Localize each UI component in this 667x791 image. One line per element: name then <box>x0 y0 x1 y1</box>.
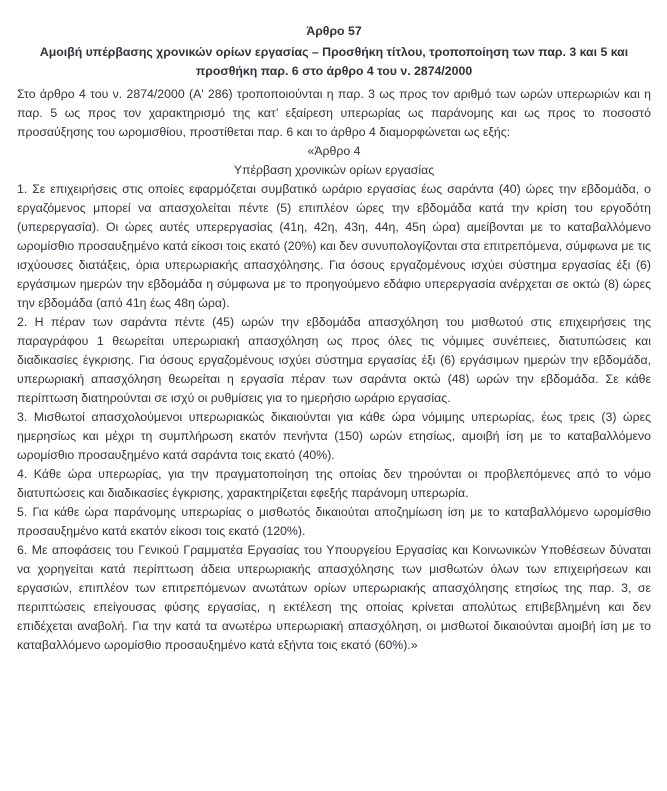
paragraph-5: 5. Για κάθε ώρα παράνομης υπερωρίας ο μισθωτός δικαιούται αποζημίωση ίση με το καταβαλλόμενο ωρομίσθιο προσαυξημένο κατά εκατόν είκοσι τοις εκατό (120%). <box>17 505 651 538</box>
article-number-heading: Άρθρο 57 <box>306 24 362 38</box>
paragraph-4: 4. Κάθε ώρα υπερωρίας, για την πραγματοποίηση της οποίας δεν τηρούνται οι προβλεπόμενες από το νόμο διατυπώσεις και διαδικασίες έγκρισης, χαρακτηρίζεται εφεξής παράνομη υπερωρία. <box>17 467 651 500</box>
paragraph-6: 6. Με αποφάσεις του Γενικού Γραμματέα Εργασίας του Υπουργείου Εργασίας και Κοινωνικών Υποθέσεων δύναται να χορηγείται κατά περίπτωση άδεια υπερωριακής απασχόλησης των μισθωτών όλων των επιχειρήσεων και εργασιών, επιπλέον των επιτρεπόμενων ανωτάτων ορίων υπερωριακής απασχόλησης ετησίως της παρ. 3, σε περιπτώσεις επείγουσας φύσης εργασίας, η εκτέλεση της οποίας κρίνεται απολύτως επιβεβλημένη και δεν επιδέχεται αναβολή. Για την κατά τα ανωτέρω υπερωριακή απασχόληση, οι μισθωτοί δικαιούνται αμοιβή ίση με το καταβαλλόμενο ωρομίσθιο προσαυξημένο κατά εξήντα τοις εκατό (60%).» <box>17 543 651 652</box>
article-title-heading: Αμοιβή υπέρβασης χρονικών ορίων εργασίας – Προσθήκη τίτλου, τροποποίηση των παρ. 3 και 5 και προσθήκη παρ. 6 στο άρθρο 4 του ν. 2874/2000 <box>39 45 629 78</box>
paragraph-3: 3. Μισθωτοί απασχολούμενοι υπερωριακώς δικαιούνται για κάθε ώρα νόμιμης υπερωρίας, έως τρεις (3) ώρες ημερησίως και μέχρι τη συμπλήρωση εκατόν πενήντα (150) ωρών ετησίως, αμοιβή ίση με το καταβαλλόμενο ωρομίσθιο προσαυξημένο κατά σαράντα τοις εκατό (40%). <box>17 410 651 462</box>
quoted-article-heading: «Άρθρο 4 <box>307 144 361 158</box>
quoted-article-subheading: Υπέρβαση χρονικών ορίων εργασίας <box>233 163 435 177</box>
paragraph-2: 2. Η πέραν των σαράντα πέντε (45) ωρών την εβδομάδα απασχόληση του μισθωτού στις επιχειρήσεις της παραγράφου 1 θεωρείται υπερωριακή απασχόληση ως προς όλες τις νόμιμες συνέπειες, διατυπώσεις και διαδικασίες έγκρισης. Για όσους εργαζομένους ισχύει σύστημα εργασίας έξι (6) εργάσιμων ημερών την εβδομάδα, υπερωριακή απασχόληση θεωρείται η εργασία πέραν των σαράντα οκτώ (48) ωρών την εβδομάδα. Σε κάθε περίπτωση διατηρούνται σε ισχύ οι ρυθμίσεις για το ημερήσιο ωράριο εργασίας. <box>17 315 651 405</box>
paragraph-1: 1. Σε επιχειρήσεις στις οποίες εφαρμόζεται συμβατικό ωράριο εργασίας έως σαράντα (40) ώρες την εβδομάδα, ο εργαζόμενος μπορεί να απασχολείται πέντε (5) επιπλέον ώρες την εβδομάδα κατά την κρίση του εργοδότη (υπερεργασία). Οι ώρες αυτές υπερεργασίας (41η, 42η, 43η, 44η, 45η ώρα) αμείβονται με το καταβαλλόμενο ωρομίσθιο προσαυξημένο κατά είκοσι τοις εκατό (20%) και δεν συνυπολογίζονται στα επιτρεπόμενα, σύμφωνα με τις ισχύουσες διατάξεις, όρια υπερωριακής απασχόλησης. Για όσους εργαζομένους ισχύει σύστημα εργασίας έξι (6) εργάσιμων ημερών την εβδομάδα η σύμφωνα με το προηγούμενο εδάφιο υπερεργασία ανέρχεται σε οκτώ (8) ώρες την εβδομάδα (από 41η έως 48η ώρα). <box>17 182 651 310</box>
intro-paragraph: Στο άρθρο 4 του ν. 2874/2000 (Α' 286) τροποποιούνται η παρ. 3 ως προς τον αριθμό των ωρών υπερωριών και η παρ. 5 ως προς τον χαρακτηρισμό της κατ’ εξαίρεση υπερωρίας ως παράνομης και ως προς το ποσοστό προσαύξησης του ωρομισθίου, προστίθεται παρ. 6 και το άρθρο 4 διαμορφώνεται ως εξής: <box>17 87 651 139</box>
